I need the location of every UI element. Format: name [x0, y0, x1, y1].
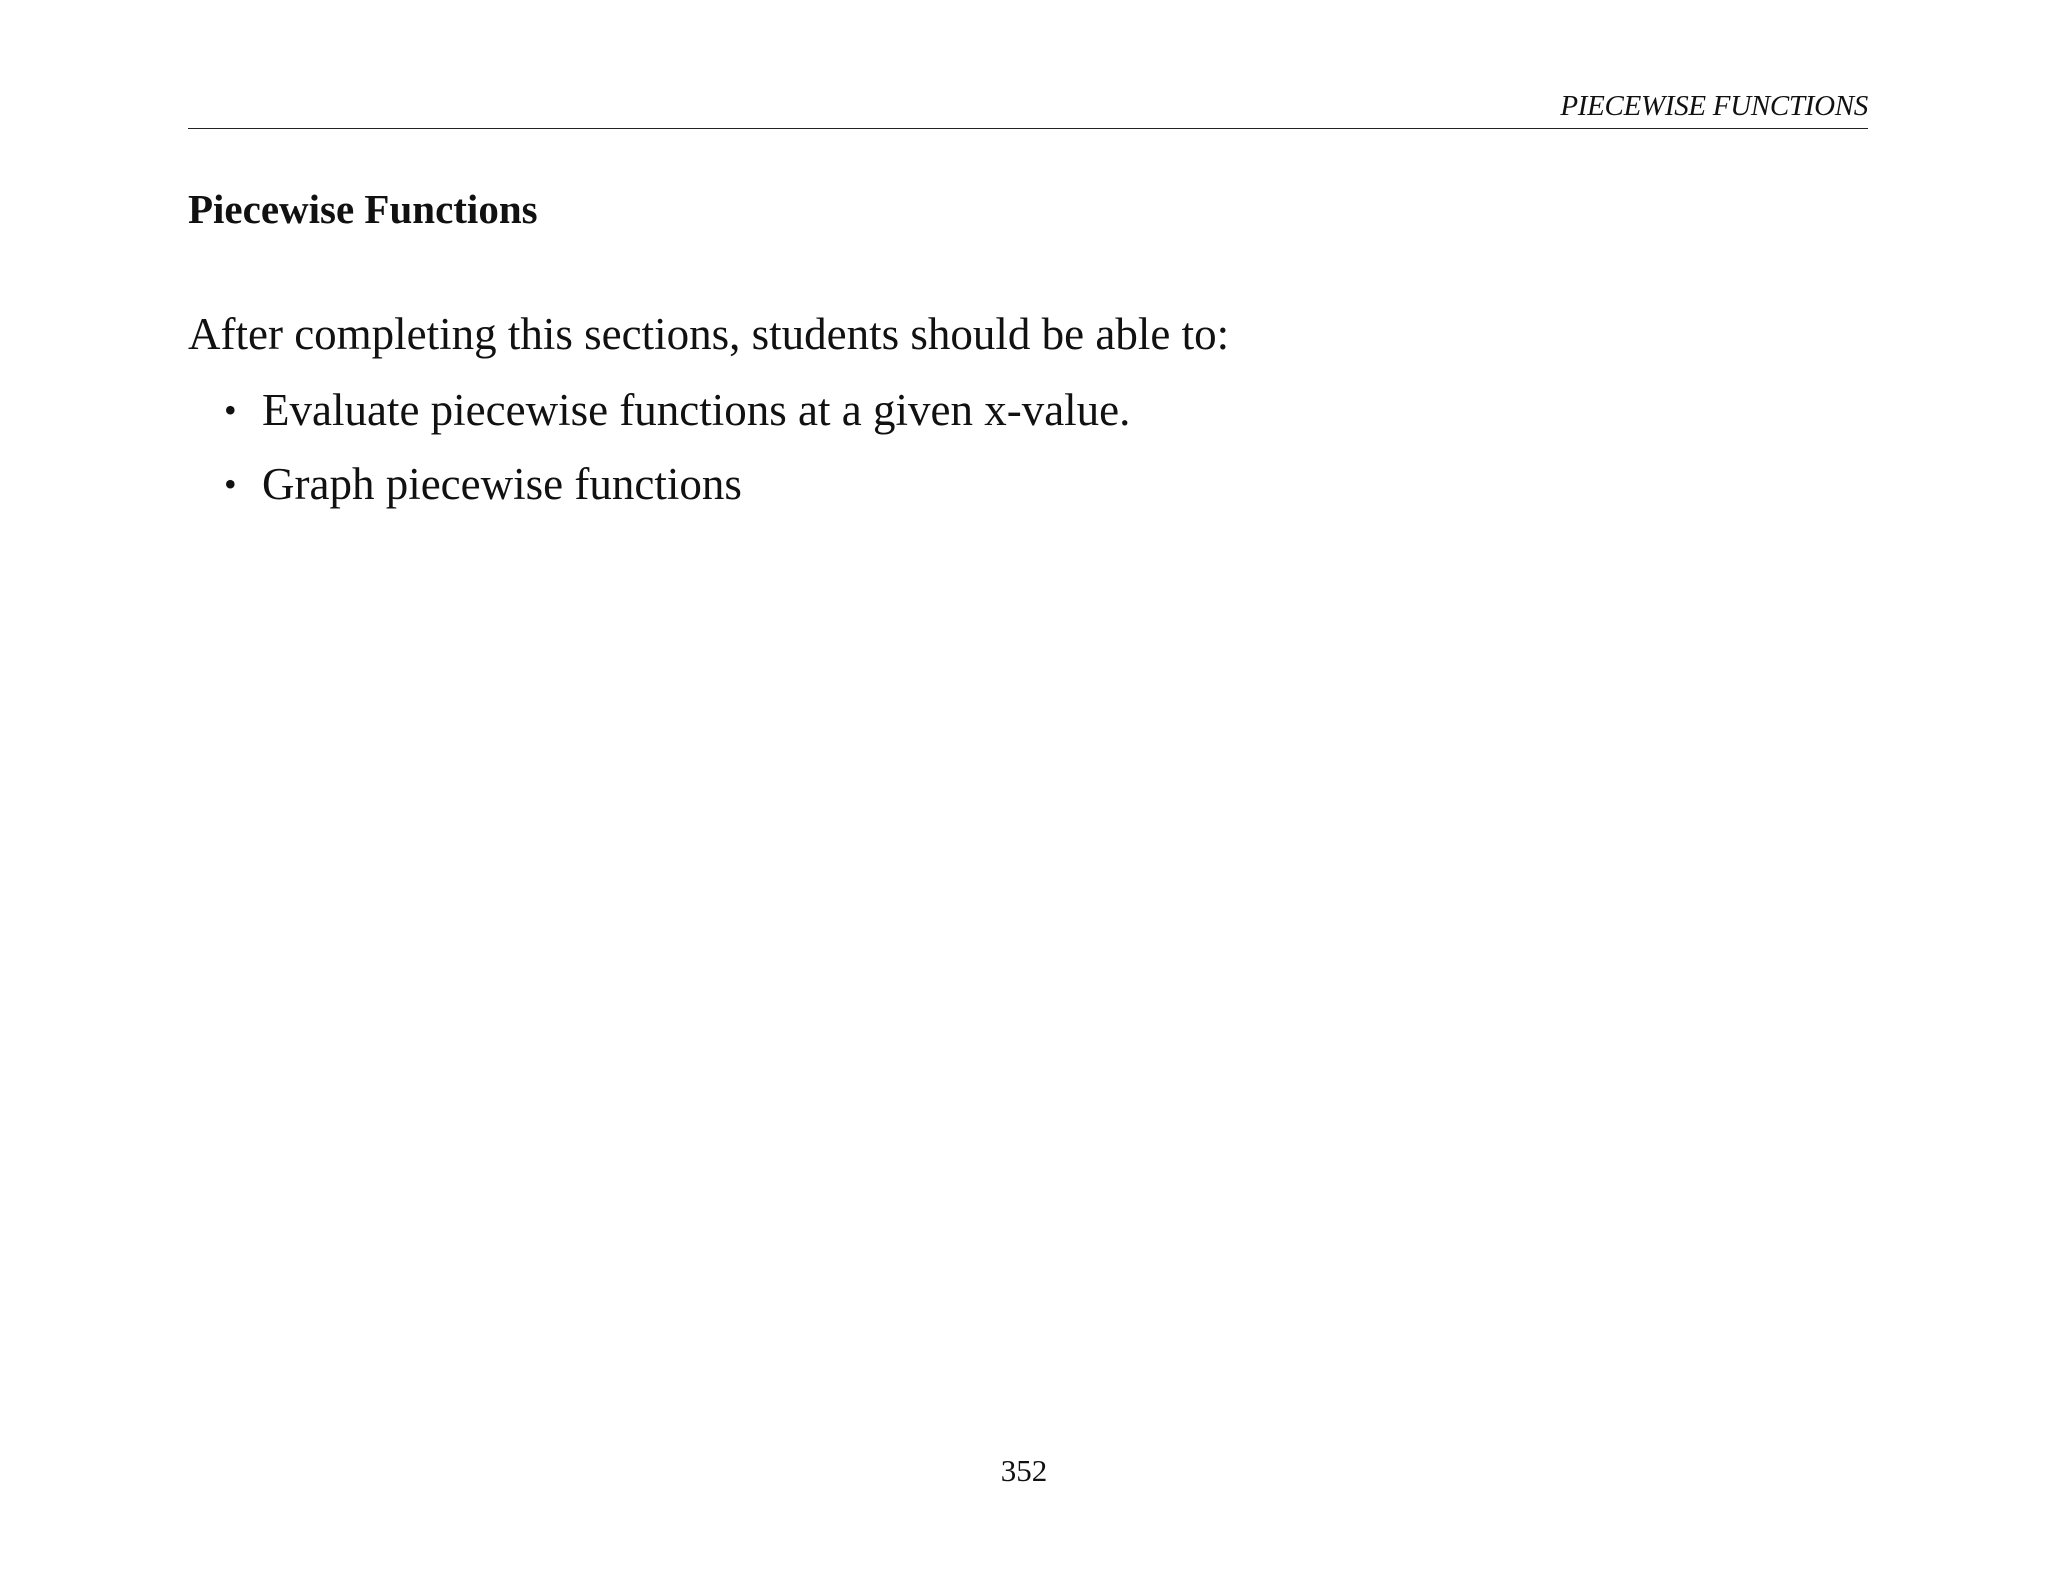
section-title: Piecewise Functions [188, 186, 538, 232]
running-header: PIECEWISE FUNCTIONS [1560, 90, 1868, 122]
bullet-icon: • [224, 464, 237, 504]
objectives-list [224, 382, 1130, 530]
objective-text: Evaluate piecewise functions at a given x-value. [262, 385, 1131, 435]
objective-text: Graph piecewise functions [262, 459, 742, 509]
list-item [224, 456, 1130, 512]
bullet-icon: • [224, 390, 237, 430]
list-item [224, 382, 1130, 438]
page-number: 352 [1000, 1453, 1048, 1488]
intro-text: After completing this sections, students should be able to: [188, 309, 1230, 359]
header-rule [188, 128, 1868, 129]
